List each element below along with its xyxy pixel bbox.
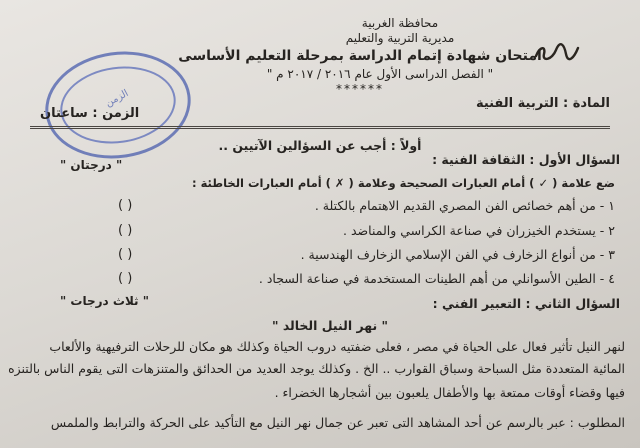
q1-item-3: ٣ - من أنواع الزخارف في الفن الإسلامي الزخارف الهندسية . (300, 247, 615, 262)
q1-marks: " درجتان " (60, 158, 123, 172)
stamp-text: الزمن (103, 88, 131, 110)
q1-item-1: ١ - من أهم خصائص الفن المصري القديم الاهتمام بالكتلة . (314, 198, 615, 213)
q1-item-2: ٢ - يستخدم الخيزران في صناعة الكراسي والمناضد . (343, 223, 615, 238)
header-divider-2 (30, 128, 610, 129)
q1-item-4: ٤ - الطين الأسوانلي من أهم الطينات المستخدمة في صناعة السجاد . (258, 271, 615, 286)
q1-answer-paren-4: ( ) (118, 271, 133, 286)
governorate-line: محافظة الغربية (361, 16, 439, 30)
q1-answer-paren-3: ( ) (118, 247, 133, 262)
q1-answer-paren-1: ( ) (118, 198, 133, 213)
header-divider (30, 126, 610, 127)
q2-marks: " ثلاث درجات " (60, 294, 149, 308)
subject-label: المادة : التربية الفنية (475, 96, 610, 111)
exam-title: امتحان شهادة إتمام الدراسة بمرحلة التعليم الأساسى (178, 48, 542, 64)
q2-title: السؤال الثاني : التعبير الفني : (432, 296, 620, 311)
q2-paragraph-line-1: لنهر النيل تأثير فعال على الحياة في مصر ، فعلى ضفتيه دروب الحياة وكذلك هو مكان للرحلات الترفيهية والألعاب (49, 339, 625, 354)
q1-direction: ضع علامة ( ✓ ) أمام العبارات الصحيحة وعلامة ( ✗ ) أمام العبارات الخاطئة : (191, 176, 615, 190)
q2-paragraph-line-3: فيها وقضاء أوقات ممتعة بها والأطفال يلعبون بين أشجارها الخضراء . (274, 385, 625, 400)
instruction-line: أولاً : أجب عن السؤالين الآتيين .. (218, 138, 422, 153)
q1-answer-paren-2: ( ) (118, 223, 133, 238)
q2-requirement-line: المطلوب : عبر بالرسم عن أحد المشاهد التى تعبر عن جمال نهر النيل مع التأكيد على الحركة والترابط والملمس (50, 415, 625, 430)
q1-title: السؤال الأول : الثقافة الفنية : (432, 152, 620, 167)
semester-line: " الفصل الدراسى الأول عام ٢٠١٦ / ٢٠١٧ م " (266, 67, 494, 81)
time-label: الزمن : ساعتان (40, 106, 140, 121)
q2-topic: " نهر النيل الخالد " (271, 318, 389, 333)
stars-line: ****** (336, 82, 384, 96)
directorate-line: مديرية التربية والتعليم (345, 31, 455, 45)
q2-paragraph-line-2: المائية المتعددة مثل السباحة وسباق القوارب .. الخ . وكذلك يوجد العديد من الحدائق والمتنزهات التى يقوم الناس بالتنزه (8, 361, 625, 376)
